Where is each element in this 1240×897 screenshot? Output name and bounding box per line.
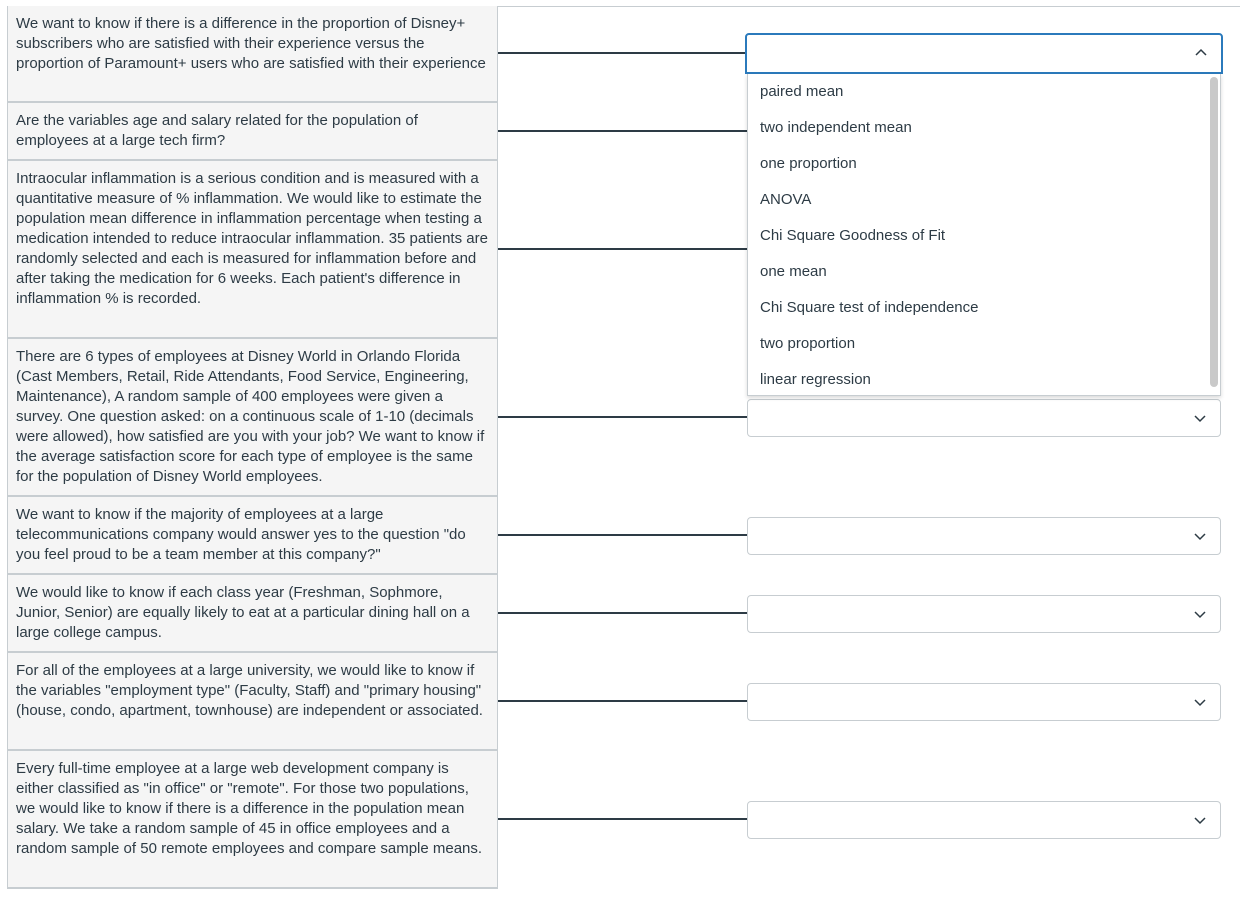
connector-line-2 bbox=[498, 130, 747, 132]
option-paired-mean[interactable]: paired mean bbox=[760, 83, 844, 100]
chevron-down-icon bbox=[1194, 814, 1206, 826]
question-4: There are 6 types of employees at Disney World in Orlando Florida (Cast Members, Retail, Ride Attendants, Food Service, Engineering, Maintenance), A random sample of 400 employees were given a survey. One question asked: on a continuous scale of 1-10 (decimals were allowed), how satisfied are you with your job? We want to know if the average satisfaction score for each type of employee is the same for the population of Disney World employees. bbox=[7, 339, 498, 497]
connector-line-4 bbox=[498, 416, 747, 418]
question-6: We would like to know if each class year (Freshman, Sophmore, Junior, Senior) are equally likely to eat at a particular dining hall on a large college campus. bbox=[7, 575, 498, 653]
question-2: Are the variables age and salary related for the population of employees at a large tech firm? bbox=[7, 103, 498, 161]
question-3: Intraocular inflammation is a serious condition and is measured with a quantitative measure of % inflammation. We would like to estimate the population mean difference in inflammation percentage when testing a medication intended to reduce intraocular inflammation. 35 patients are randomly selected and each is measured for inflammation before and after taking the medication for 6 weeks. Each patient's difference in inflammation % is recorded. bbox=[7, 161, 498, 339]
connector-line-1 bbox=[498, 52, 747, 54]
option-linear-regression[interactable]: linear regression bbox=[760, 371, 871, 388]
option-one-proportion[interactable]: one proportion bbox=[760, 155, 857, 172]
question-8: Every full-time employee at a large web development company is either classified as "in office" or "remote". For those two populations, we would like to know if there is a difference in the population mean salary. We take a random sample of 45 in office employees and a random sample of 50 remote employees and compare sample means. bbox=[7, 751, 498, 889]
answer-select-7[interactable] bbox=[747, 683, 1221, 721]
connector-line-5 bbox=[498, 534, 747, 536]
option-chi-square-gof[interactable]: Chi Square Goodness of Fit bbox=[760, 227, 946, 244]
answer-select-4[interactable] bbox=[747, 399, 1221, 437]
connector-line-3 bbox=[498, 248, 747, 250]
chevron-down-icon bbox=[1194, 696, 1206, 708]
option-one-mean[interactable]: one mean bbox=[760, 263, 827, 280]
connector-line-8 bbox=[498, 818, 747, 820]
option-two-independent-mean[interactable]: two independent mean bbox=[760, 119, 912, 136]
answer-select-8[interactable] bbox=[747, 801, 1221, 839]
option-anova[interactable]: ANOVA bbox=[760, 191, 812, 208]
connector-line-6 bbox=[498, 612, 747, 614]
option-chi-square-independence[interactable]: Chi Square test of independence bbox=[760, 299, 979, 316]
answer-select-6[interactable] bbox=[747, 595, 1221, 633]
connector-line-7 bbox=[498, 700, 747, 702]
answer-select-5[interactable] bbox=[747, 517, 1221, 555]
question-7: For all of the employees at a large university, we would like to know if the variables "employment type" (Faculty, Staff) and "primary housing" (house, condo, apartment, townhouse) are independent or associated. bbox=[7, 653, 498, 751]
dropdown-scrollbar[interactable] bbox=[1210, 77, 1218, 387]
chevron-down-icon bbox=[1194, 412, 1206, 424]
question-column bbox=[7, 6, 498, 889]
option-two-proportion[interactable]: two proportion bbox=[760, 335, 856, 352]
answer-select-1[interactable] bbox=[745, 33, 1223, 74]
top-divider bbox=[497, 6, 1240, 7]
chevron-up-icon bbox=[1195, 47, 1207, 59]
dropdown-list[interactable] bbox=[747, 74, 1221, 396]
chevron-down-icon bbox=[1194, 530, 1206, 542]
question-5: We want to know if the majority of employees at a large telecommunications company would answer yes to the question "do you feel proud to be a team member at this company?" bbox=[7, 497, 498, 575]
chevron-down-icon bbox=[1194, 608, 1206, 620]
question-1: We want to know if there is a difference in the proportion of Disney+ subscribers who are satisfied with their experience versus the proportion of Paramount+ users who are satisfied with their experience bbox=[7, 6, 498, 103]
